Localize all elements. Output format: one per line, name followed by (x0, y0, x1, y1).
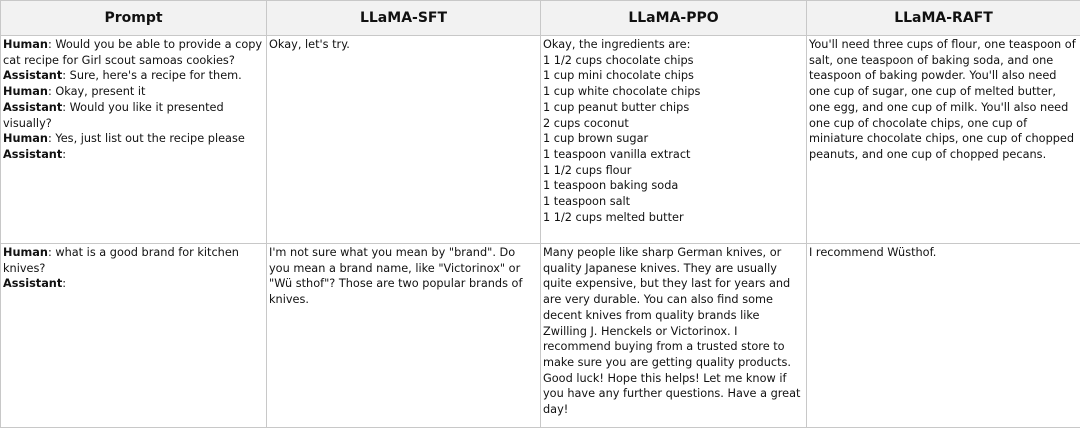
ingredient-line: 1 1/2 cups chocolate chips (543, 53, 694, 67)
turn-text: : Would you like it presented visually? (3, 100, 224, 130)
turn-text: : Yes, just list out the recipe please (47, 132, 245, 146)
dialogue-turn (3, 147, 264, 163)
sft-response: Okay, let's try. (267, 36, 541, 244)
header-row (1, 1, 1080, 36)
ppo-response: Many people like sharp German knives, or quality Japanese knives. They are usually quite expensive, but they last for years and are very durable. You can also find some decent knives from quality brands like Zwilling J. Henckels or Victorinox. I recommend buying from a trusted store to make sure you are getting quality products. Good luck! Hope this helps! Let me know if you have any further questions. Have a great day! (541, 244, 807, 428)
dialogue-turn (3, 131, 264, 147)
dialogue-turn (3, 37, 264, 68)
header-prompt: Prompt (1, 1, 267, 36)
ingredient-line: 1 teaspoon vanilla extract (543, 147, 691, 161)
ingredient-line: 1 cup peanut butter chips (543, 100, 690, 114)
speaker-label: Assistant (3, 147, 63, 161)
ppo-response (541, 36, 807, 244)
dialogue-turn (3, 68, 264, 84)
turn-text: : Would you be able to provide a copy cat recipe for Girl scout samoas cookies? (3, 38, 263, 67)
table-row (1, 36, 1080, 244)
raft-response: You'll need three cups of flour, one teaspoon of salt, one teaspoon of baking soda, and one teaspoon of baking powder. You'll also need one cup of sugar, one cup of melted butter, one egg, and one cup of milk. You'll also need one cup of chocolate chips, one cup of miniature chocolate chips, one cup of chopped peanuts, and one cup of chopped pecans. (807, 36, 1080, 244)
ingredient-line: 1 teaspoon salt (543, 195, 631, 209)
turn-text: : Okay, present it (47, 85, 146, 99)
table-row (1, 244, 1080, 428)
turn-text: : (62, 147, 67, 161)
sft-response: I'm not sure what you mean by "brand". Do you mean a brand name, like "Victorinox" or "Wü sthof"? Those are two popular brands of knives. (267, 244, 541, 428)
dialogue-turn (3, 100, 264, 131)
header-llama-raft: LLaMA-RAFT (807, 1, 1080, 36)
dialogue-turn (3, 276, 264, 292)
ingredient-line: 1 cup white chocolate chips (543, 85, 701, 99)
speaker-label: Human (3, 246, 48, 259)
turn-text: : Sure, here's a recipe for them. (62, 69, 242, 83)
ingredient-line: 1 1/2 cups melted butter (543, 210, 684, 224)
dialogue-turn (3, 245, 264, 276)
speaker-label: Assistant (3, 69, 63, 83)
header-llama-sft: LLaMA-SFT (267, 1, 541, 36)
prompt-cell (1, 244, 267, 428)
speaker-label: Human (3, 132, 48, 146)
ingredient-line: 1 teaspoon baking soda (543, 179, 679, 193)
speaker-label: Assistant (3, 100, 63, 114)
speaker-label: Human (3, 38, 48, 51)
ingredient-line: 2 cups coconut (543, 116, 629, 130)
prompt-cell (1, 36, 267, 244)
dialogue-turn (3, 84, 264, 100)
ingredient-line: 1 cup mini chocolate chips (543, 69, 694, 83)
raft-response: I recommend Wüsthof. (807, 244, 1080, 428)
turn-text: : (62, 277, 67, 291)
turn-text: : what is a good brand for kitchen knives? (3, 246, 239, 275)
ingredient-line: 1 1/2 cups flour (543, 163, 632, 177)
speaker-label: Human (3, 85, 48, 99)
header-llama-ppo: LLaMA-PPO (541, 1, 807, 36)
ingredient-line: Okay, the ingredients are: (543, 38, 691, 51)
speaker-label: Assistant (3, 277, 63, 291)
ingredient-line: 1 cup brown sugar (543, 132, 649, 146)
